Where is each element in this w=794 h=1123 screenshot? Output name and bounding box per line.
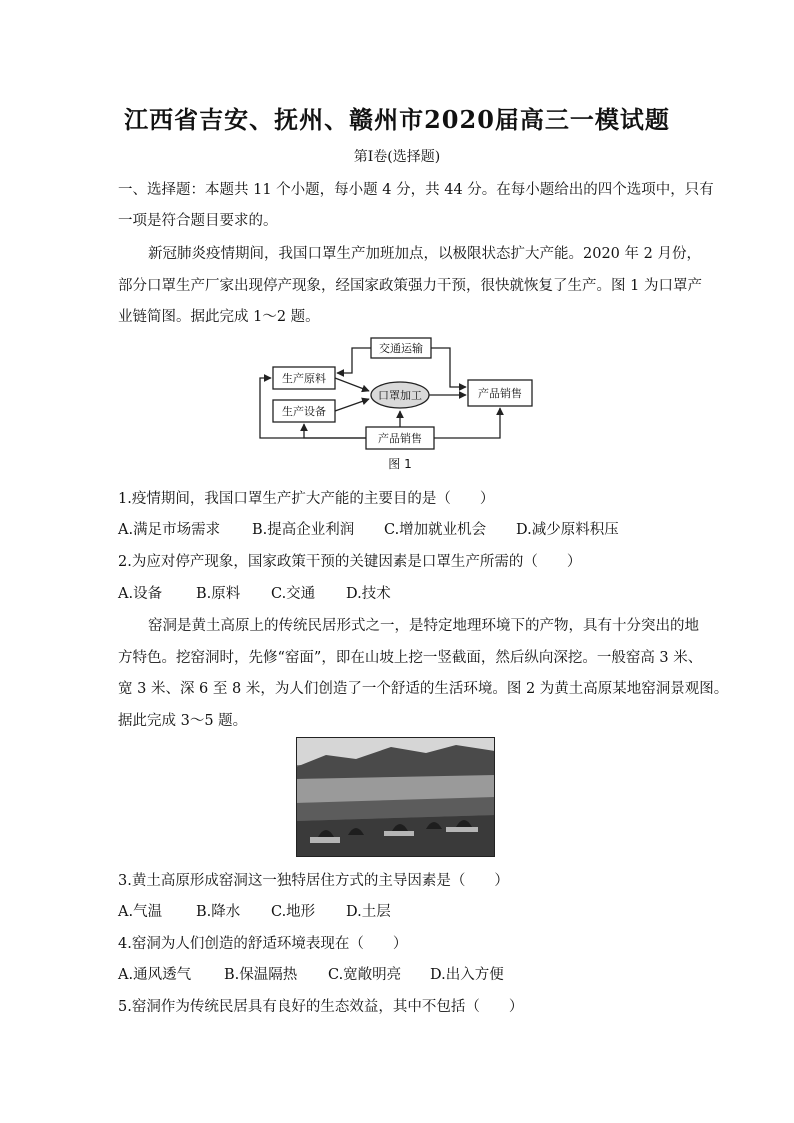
industry-chain-diagram — [255, 335, 545, 475]
q4-option-a: A.通风透气 — [118, 967, 192, 983]
passage2-line-1: 窑洞是黄土高原上的传统民居形式之一，是特定地理环境下的产物，具有十分突出的地 — [148, 618, 699, 634]
q4-option-b: B.保温隔热 — [224, 967, 298, 983]
section-instruction-line-2: 一项是符合题目要求的。 — [118, 213, 278, 229]
section-subtitle: 第Ⅰ卷(选择题) — [353, 149, 441, 165]
q3-option-a: A.气温 — [118, 904, 163, 920]
page-title: 江西省吉安、抚州、赣州市2020届高三一模试题 — [124, 105, 670, 134]
q2-stem: 2.为应对停产现象，国家政策干预的关键因素是口罩生产所需的（ ） — [118, 554, 582, 570]
q1-option-b: B.提高企业利润 — [252, 522, 355, 538]
q2-option-a: A.设备 — [118, 586, 163, 602]
passage2-line-2: 方特色。挖窑洞时，先修“窑面”，即在山坡上挖一竖截面，然后纵向深挖。一般窑高 3 米、 — [118, 650, 703, 666]
q4-option-d: D.出入方便 — [430, 967, 504, 983]
passage1-line-1: 新冠肺炎疫情期间，我国口罩生产加班加点，以极限状态扩大产能。2020 年 2 月份， — [148, 246, 701, 262]
q3-option-d: D.土层 — [346, 904, 391, 920]
q5-stem: 5.窑洞作为传统民居具有良好的生态效益，其中不包括（ ） — [118, 999, 524, 1015]
q3-option-b: B.降水 — [196, 904, 241, 920]
passage1-line-2: 部分口罩生产厂家出现停产现象，经国家政策强力干预，很快就恢复了生产。图 1 为口罩产 — [118, 278, 702, 294]
passage2-line-3: 宽 3 米、深 6 至 8 米，为人们创造了一个舒适的生活环境。图 2 为黄土高原某地窑洞景观图。 — [118, 681, 729, 697]
q2-option-b: B.原料 — [196, 586, 241, 602]
q3-option-c: C.地形 — [271, 904, 316, 920]
label-raw-material: 生产原料 — [282, 372, 326, 385]
q1-option-d: D.减少原料积压 — [516, 522, 619, 538]
q2-option-c: C.交通 — [271, 586, 316, 602]
q4-option-c: C.宽敞明亮 — [328, 967, 402, 983]
q1-stem: 1.疫情期间，我国口罩生产扩大产能的主要目的是（ ） — [118, 491, 495, 507]
label-transport: 交通运输 — [379, 342, 423, 355]
label-sales-right: 产品销售 — [478, 387, 522, 400]
label-sales-bottom: 产品销售 — [378, 432, 422, 445]
label-equipment: 生产设备 — [282, 405, 326, 418]
cave-dwelling-photo — [296, 737, 495, 857]
q4-stem: 4.窑洞为人们创造的舒适环境表现在（ ） — [118, 936, 408, 952]
figure1-caption: 图 1 — [388, 457, 412, 471]
q2-option-d: D.技术 — [346, 586, 391, 602]
q1-option-a: A.满足市场需求 — [118, 522, 221, 538]
q1-option-c: C.增加就业机会 — [384, 522, 487, 538]
section-instruction-line-1: 一、选择题：本题共 11 个小题，每小题 4 分，共 44 分。在每小题给出的四个选项中，只有 — [118, 182, 714, 198]
label-processing: 口罩加工 — [378, 389, 422, 402]
passage1-line-3: 业链简图。据此完成 1～2 题。 — [118, 309, 320, 325]
passage2-line-4: 据此完成 3～5 题。 — [118, 713, 248, 729]
q3-stem: 3.黄土高原形成窑洞这一独特居住方式的主导因素是（ ） — [118, 873, 509, 889]
